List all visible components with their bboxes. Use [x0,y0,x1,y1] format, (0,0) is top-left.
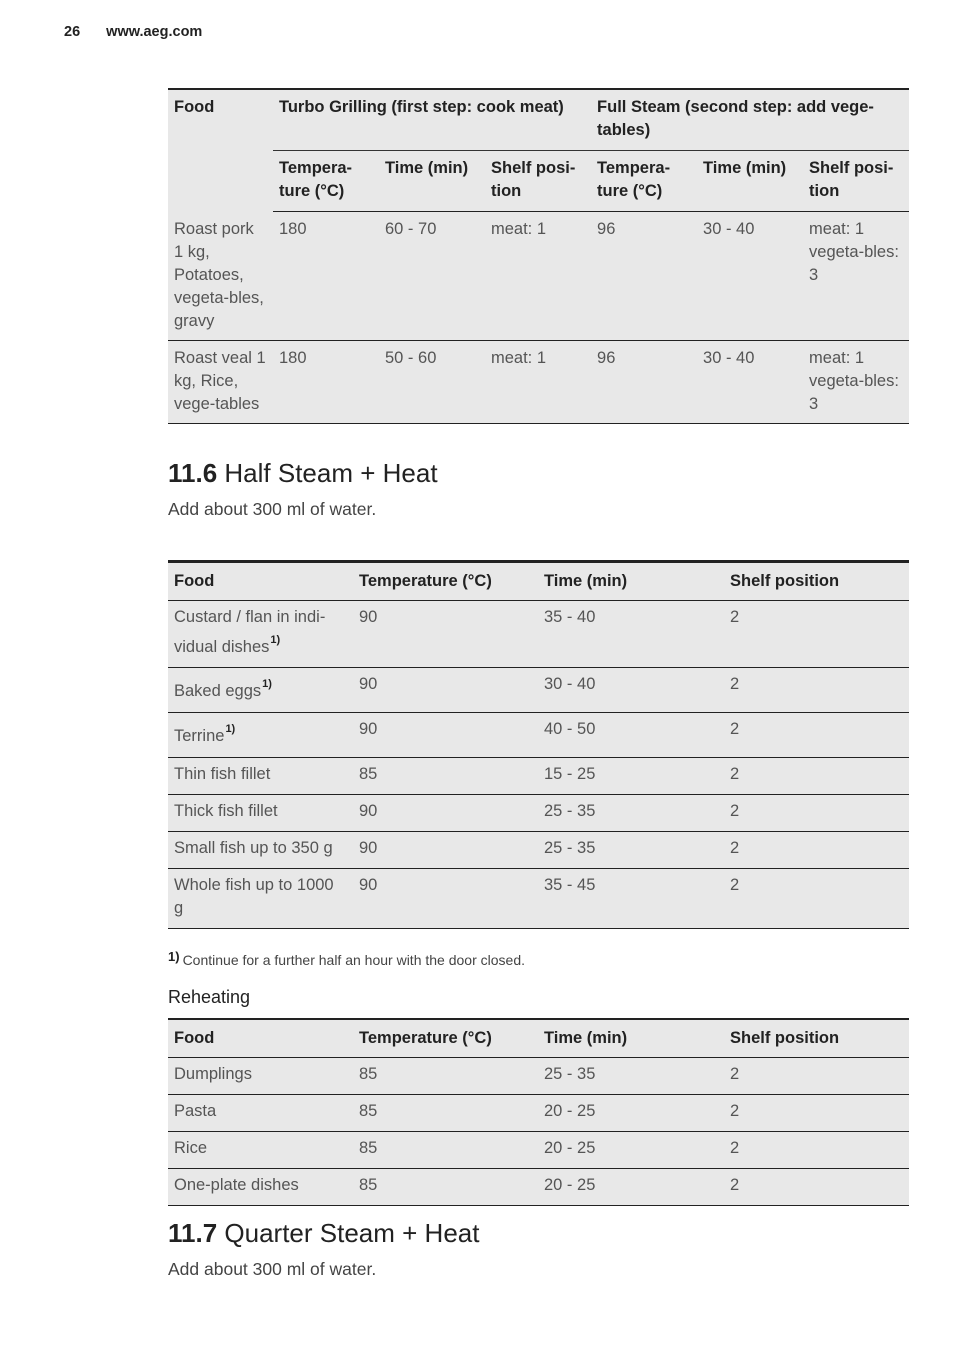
table-row [168,601,909,668]
cell-time: 40 - 50 [544,720,596,738]
cell-food: Roast veal 1 kg, Rice, vege-tables [174,348,266,413]
section-title: Half Steam + Heat [224,458,438,488]
cell-food: Thin fish fillet [174,765,271,783]
cell-shelf: 2 [730,1065,740,1083]
cell-shelf: meat: 1 vegeta-bles: 3 [809,220,899,284]
cell-temperature: 90 [359,720,378,738]
cell-temperature: 90 [359,839,378,857]
cell-time: 60 - 70 [385,220,437,238]
table-header-row [168,562,909,601]
footnote-mark: 1) [262,678,272,690]
column-header-time: Time (min) [538,562,724,601]
section-number: 11.6 [168,458,218,488]
website-link[interactable]: www.aeg.com [106,24,203,40]
cell-food: One-plate dishes [174,1176,299,1194]
reheating-table-wrapper [168,1018,909,1206]
table-row [168,668,909,713]
reheating-table [168,1018,909,1206]
footnote-mark: 1) [225,723,236,735]
cell-time: 30 - 40 [703,220,755,238]
column-header-food: Food [168,562,353,601]
food-name: Terrine [174,727,225,745]
cell-food: Small fish up to 350 g [174,839,333,857]
column-header-time: Time (min) [538,1019,724,1058]
cell-shelf: 2 [730,1139,740,1157]
cell-shelf: meat: 1 vegeta-bles: 3 [809,348,899,413]
cell-food: Pasta [174,1102,217,1120]
table-row [168,1095,909,1132]
table-row [168,1058,909,1095]
cell-temperature: 180 [279,220,307,238]
section-heading-11-7 [168,1218,479,1249]
table-row [168,869,909,929]
cell-shelf: 2 [730,675,740,693]
table-footnote [168,949,525,968]
half-steam-table-wrapper [168,560,909,929]
cell-time: 25 - 35 [544,839,596,857]
column-header-time: Time (min) [697,151,803,212]
cell-temperature: 180 [279,348,307,367]
half-steam-table [168,560,909,929]
cell-temperature: 90 [359,876,378,894]
cell-time: 25 - 35 [544,1065,596,1083]
cell-food: Rice [174,1139,208,1157]
cell-temperature: 85 [359,1176,378,1194]
section-number: 11.7 [168,1218,218,1248]
cell-temperature: 85 [359,1102,378,1120]
cell-temperature: 90 [359,675,378,693]
cell-food: Dumplings [174,1065,252,1083]
reheating-heading: Reheating [168,987,251,1007]
column-header-shelf: Shelf posi-tion [803,151,909,212]
table-header-row [168,89,909,151]
cell-temperature: 85 [359,1065,378,1083]
group-header-full-steam: Full Steam (second step: add vege-tables) [591,89,909,151]
column-header-temperature: Temperature (°C) [353,1019,538,1058]
table-subheader-row [168,151,909,212]
cell-shelf: 2 [730,608,740,626]
cell-temperature: 90 [359,608,378,626]
column-header-shelf: Shelf position [724,562,909,601]
table-row [168,340,909,423]
cell-food: Whole fish up to 1000 g [174,876,334,917]
column-header-food: Food [168,89,273,212]
table-header-row [168,1019,909,1058]
food-name: Baked eggs [174,682,262,700]
section-note: Add about 300 ml of water. [168,1259,377,1279]
footnote-mark: 1) [270,634,281,646]
cell-time: 20 - 25 [544,1176,596,1194]
cell-food [168,668,353,713]
table-row [168,832,909,869]
cell-shelf: meat: 1 [491,220,547,238]
column-header-food: Food [168,1019,353,1058]
food-name: Custard / flan in indi-vidual dishes [174,608,326,656]
column-header-temperature: Tempera-ture (°C) [591,151,697,212]
group-header-turbo-grilling: Turbo Grilling (first step: cook meat) [273,89,591,151]
cell-time: 35 - 40 [544,608,596,626]
cell-temperature: 96 [597,348,616,367]
cell-time: 25 - 35 [544,802,596,820]
table-row [168,758,909,795]
cell-time: 15 - 25 [544,765,596,783]
table-row [168,212,909,341]
cell-food: Thick fish fillet [174,802,278,820]
table-row [168,1169,909,1206]
cell-temperature: 85 [359,765,378,783]
footnote-mark: 1) [168,949,180,964]
section-note: Add about 300 ml of water. [168,499,377,519]
page-number: 26 [64,24,81,40]
cell-food [168,713,353,758]
column-header-shelf: Shelf posi-tion [485,151,591,212]
cell-shelf: 2 [730,1102,740,1120]
cell-shelf: 2 [730,802,740,820]
cell-food [168,601,353,668]
column-header-shelf: Shelf position [724,1019,909,1058]
cell-time: 20 - 25 [544,1139,596,1157]
cell-time: 35 - 45 [544,876,596,894]
cell-shelf: 2 [730,720,740,738]
cell-temperature: 96 [597,220,616,238]
column-header-temperature: Temperature (°C) [353,562,538,601]
page-header [64,24,202,40]
cell-food: Roast pork 1 kg, Potatoes, vegeta-bles, gravy [174,219,264,330]
table-row [168,1132,909,1169]
cell-shelf: 2 [730,1176,740,1194]
cell-temperature: 85 [359,1139,378,1157]
cell-time: 50 - 60 [385,348,437,367]
cell-shelf: meat: 1 [491,348,547,367]
cell-time: 20 - 25 [544,1102,596,1120]
column-header-time: Time (min) [379,151,485,212]
section-title: Quarter Steam + Heat [224,1218,480,1248]
combo-cooking-table [168,88,909,424]
cell-shelf: 2 [730,839,740,857]
cell-time: 30 - 40 [703,348,755,367]
table-row [168,713,909,758]
cell-temperature: 90 [359,802,378,820]
table-row [168,795,909,832]
section-heading-11-6 [168,458,438,489]
combo-table-wrapper [168,88,909,424]
footnote-text: Continue for a further half an hour with the door closed. [182,952,525,968]
cell-time: 30 - 40 [544,675,596,693]
column-header-temperature: Tempera-ture (°C) [273,151,379,212]
cell-shelf: 2 [730,765,740,783]
cell-shelf: 2 [730,876,740,894]
